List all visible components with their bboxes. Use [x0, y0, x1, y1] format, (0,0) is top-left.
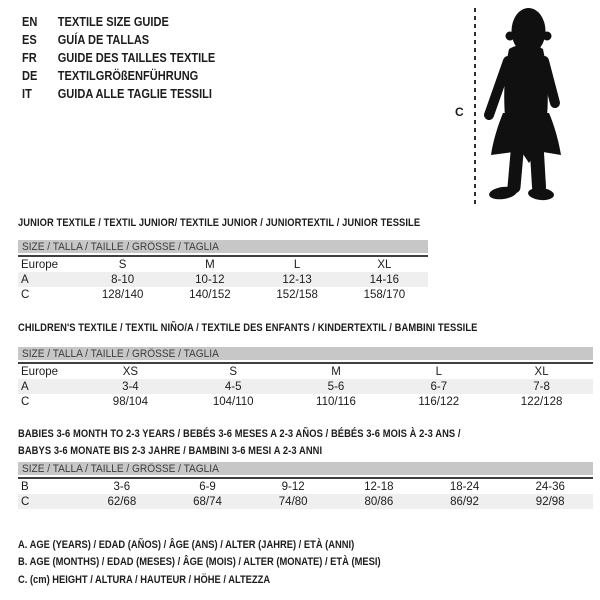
- row-label: Europe: [21, 258, 59, 271]
- language-title: GUÍA DE TALLAS: [57, 32, 150, 47]
- language-row-fr: [22, 49, 215, 67]
- cell: 8-10: [111, 273, 135, 286]
- children-size-table: [18, 347, 593, 409]
- table-row: [18, 379, 593, 394]
- cell: 24-36: [535, 480, 565, 493]
- cell: 140/152: [189, 288, 231, 301]
- cell: 86/92: [450, 495, 479, 508]
- language-title: TEXTILGRÖßENFÜHRUNG: [57, 68, 199, 83]
- table-row: [18, 494, 593, 509]
- table-row: [18, 272, 428, 287]
- note-age-months: B. AGE (MONTHS) / EDAD (MESES) / ÂGE (MOIS) / ALTER (MONATE) / ETÀ (MESI): [18, 556, 381, 569]
- size-header-label: SIZE / TALLA / TAILLE / GRÖSSE / TAGLIA: [22, 240, 219, 253]
- cell: 152/158: [276, 288, 318, 301]
- size-header-bar: [18, 462, 593, 475]
- cell: 12-18: [364, 480, 394, 493]
- babies-section-title: [18, 426, 461, 460]
- cell: L: [435, 365, 442, 378]
- cell: 158/170: [363, 288, 406, 301]
- cell: 6-7: [430, 380, 448, 393]
- row-label: B: [21, 480, 29, 493]
- note-age-years: A. AGE (YEARS) / EDAD (AÑOS) / ÂGE (ANS) / ALTER (JAHRE) / ETÀ (ANNI): [18, 539, 355, 551]
- cell: S: [229, 365, 238, 378]
- size-header-bar: [18, 347, 593, 360]
- table-row: [18, 364, 593, 379]
- cell: L: [293, 258, 301, 271]
- babies-title-line2: BABYS 3-6 MONATE BIS 2-3 JAHRE / BAMBINI 3-6 MESI A 2-3 ANNI: [18, 445, 323, 457]
- cell: 3-6: [113, 480, 131, 493]
- language-code: IT: [22, 86, 32, 101]
- row-label: C: [21, 288, 30, 301]
- cell: 6-9: [199, 480, 216, 493]
- babies-size-table: [18, 462, 593, 509]
- language-row-it: [22, 85, 215, 103]
- cell: 68/74: [193, 495, 222, 508]
- cell: 18-24: [449, 480, 480, 493]
- height-measure-dashed-line: [474, 8, 476, 207]
- cell: 80/86: [364, 495, 394, 508]
- cell: 62/68: [107, 495, 137, 508]
- table-row: [18, 394, 593, 409]
- cell: 4-5: [224, 380, 242, 393]
- row-label: A: [21, 380, 29, 393]
- language-title: GUIDE DES TAILLES TEXTILE: [57, 50, 216, 65]
- note-height-cm: C. (cm) HEIGHT / ALTURA / HAUTEUR / HÖHE / ALTEZZA: [18, 573, 271, 586]
- cell: 14-16: [369, 273, 400, 286]
- row-label: C: [21, 495, 30, 508]
- size-header-label: SIZE / TALLA / TAILLE / GRÖSSE / TAGLIA: [22, 347, 219, 360]
- cell: 104/110: [212, 395, 254, 408]
- cell: 92/98: [535, 495, 565, 508]
- language-code: DE: [22, 68, 38, 83]
- row-label: A: [21, 273, 29, 286]
- cell: 3-4: [122, 380, 139, 393]
- cell: M: [331, 365, 341, 378]
- row-label: C: [21, 395, 30, 408]
- height-measure-label: C: [455, 105, 464, 119]
- language-row-es: [22, 31, 215, 49]
- language-list: [22, 13, 249, 103]
- language-code: FR: [22, 50, 37, 65]
- cell: XL: [377, 258, 392, 271]
- cell: 110/116: [316, 395, 356, 408]
- cell: 116/122: [418, 395, 460, 408]
- table-row: [18, 479, 593, 494]
- row-label: Europe: [21, 365, 59, 378]
- junior-section-title: JUNIOR TEXTILE / TEXTIL JUNIOR/ TEXTILE JUNIOR / JUNIORTEXTIL / JUNIOR TESSILE: [18, 217, 421, 229]
- cell: 12-13: [282, 273, 312, 286]
- language-row-en: [22, 13, 215, 31]
- cell: 7-8: [533, 380, 550, 393]
- cell: XS: [122, 365, 139, 378]
- baby-silhouette-icon: [481, 5, 571, 205]
- cell: 98/104: [112, 395, 148, 408]
- language-title: TEXTILE SIZE GUIDE: [57, 14, 169, 29]
- table-row: [18, 257, 428, 272]
- babies-title-line1: BABIES 3-6 MONTH TO 2-3 YEARS / BEBÉS 3-6 MESES A 2-3 AÑOS / BÉBÉS 3-6 MOIS À 2-3 ANS /: [18, 428, 461, 440]
- cell: 74/80: [278, 495, 308, 508]
- cell: XL: [534, 365, 549, 378]
- size-header-label: SIZE / TALLA / TAILLE / GRÖSSE / TAGLIA: [22, 462, 219, 475]
- cell: 9-12: [281, 480, 305, 493]
- junior-size-table: [18, 240, 428, 302]
- cell: S: [118, 258, 127, 271]
- children-section-title: CHILDREN'S TEXTILE / TEXTIL NIÑO/A / TEXTILE DES ENFANTS / KINDERTEXTIL / BAMBINI TESSILE: [18, 322, 478, 334]
- cell: 128/140: [101, 288, 144, 301]
- legend-notes: [18, 537, 445, 589]
- language-row-de: [22, 67, 215, 85]
- size-header-bar: [18, 240, 428, 253]
- table-row: [18, 287, 428, 302]
- cell: 5-6: [327, 380, 345, 393]
- language-title: GUIDA ALLE TAGLIE TESSILI: [57, 86, 213, 101]
- cell: 10-12: [195, 273, 225, 286]
- language-code: EN: [22, 14, 38, 29]
- cell: 122/128: [520, 395, 563, 408]
- cell: M: [205, 258, 215, 271]
- language-code: ES: [22, 32, 37, 47]
